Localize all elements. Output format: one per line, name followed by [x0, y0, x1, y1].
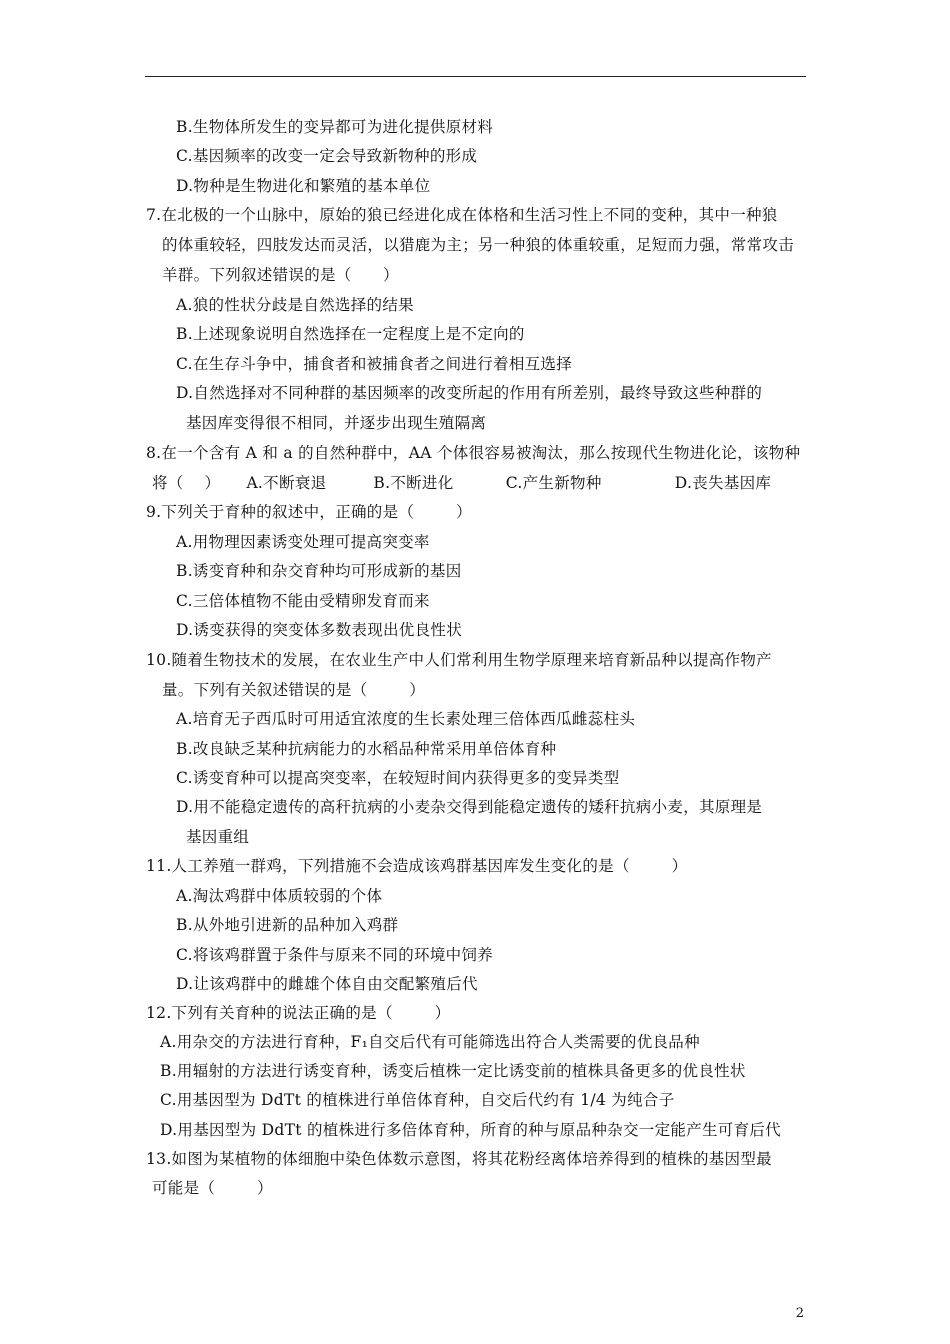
text-line: A.狼的性状分歧是自然选择的结果	[176, 296, 414, 314]
text-line: C.诱变育种可以提高突变率，在较短时间内获得更多的变异类型	[176, 769, 620, 787]
text-line: 量。下列有关叙述错误的是（ ）	[162, 681, 426, 699]
text-line: A.培育无子西瓜时可用适宜浓度的生长素处理三倍体西瓜雌蕊柱头	[176, 710, 636, 728]
text-line: D.物种是生物进化和繁殖的基本单位	[176, 177, 431, 195]
text-line: B.从外地引进新的品种加入鸡群	[176, 916, 399, 934]
text-line: A.淘汰鸡群中体质较弱的个体	[176, 887, 383, 905]
text-line: C.三倍体植物不能由受精卵发育而来	[176, 592, 430, 610]
text-line: 8.在一个含有 A 和 a 的自然种群中，AA 个体很容易被淘汰，那么按现代生物进化论，该物种	[146, 444, 801, 462]
text-line: D.让该鸡群中的雌雄个体自由交配繁殖后代	[176, 975, 478, 993]
text-line: 的体重较轻，四肢发达而灵活，以猎鹿为主；另一种狼的体重较重，足短而力强，常常攻击	[162, 236, 795, 254]
text-line: B.上述现象说明自然选择在一定程度上是不定向的	[176, 325, 525, 343]
text-line: D.用基因型为 DdTt 的植株进行多倍体育种，所育的种与原品种杂交一定能产生可育后代	[160, 1121, 781, 1139]
text-line: 10.随着生物技术的发展，在农业生产中人们常利用生物学原理来培育新品种以提高作物产	[146, 651, 772, 669]
text-line: C.在生存斗争中，捕食者和被捕食者之间进行着相互选择	[176, 355, 573, 373]
text-line: 12.下列有关育种的说法正确的是（ ）	[146, 1004, 451, 1022]
text-line: 基因重组	[186, 828, 250, 846]
text-line: 7.在北极的一个山脉中，原始的狼已经进化成在体格和生活习性上不同的变种，其中一种狼	[146, 206, 778, 224]
text-line: D.诱变获得的突变体多数表现出优良性状	[176, 621, 463, 639]
text-line: B.生物体所发生的变异都可为进化提供原材料	[176, 118, 494, 136]
text-line: 可能是（ ）	[152, 1179, 273, 1197]
text-line: 13.如图为某植物的体细胞中染色体数示意图，将其花粉经离体培养得到的植株的基因型最	[146, 1150, 772, 1168]
text-line: B.用辐射的方法进行诱变育种，诱变后植株一定比诱变前的植株具备更多的优良性状	[160, 1062, 746, 1080]
text-line: B.改良缺乏某种抗病能力的水稻品种常采用单倍体育种	[176, 740, 557, 758]
text-line: 9.下列关于育种的叙述中，正确的是（ ）	[146, 503, 472, 521]
text-line: 羊群。下列叙述错误的是（ ）	[162, 266, 399, 284]
text-line: A.用杂交的方法进行育种，F₁自交后代有可能筛选出符合人类需要的优良品种	[160, 1033, 700, 1051]
text-line: C.基因频率的改变一定会导致新物种的形成	[176, 147, 478, 165]
text-line: A.用物理因素诱变处理可提高突变率	[176, 533, 430, 551]
text-line: 基因库变得很不相同，并逐步出现生殖隔离	[186, 414, 487, 432]
text-line: C.将该鸡群置于条件与原来不同的环境中饲养	[176, 946, 494, 964]
text-line: 11.人工养殖一群鸡，下列措施不会造成该鸡群基因库发生变化的是（ ）	[146, 857, 688, 875]
text-line: D.自然选择对不同种群的基因频率的改变所起的作用有所差别，最终导致这些种群的	[176, 384, 763, 402]
text-line: B.诱变育种和杂交育种均可形成新的基因	[176, 562, 462, 580]
text-line: D.用不能稳定遗传的高秆抗病的小麦杂交得到能稳定遗传的矮秆抗病小麦，其原理是	[176, 798, 763, 816]
header-rule	[145, 76, 806, 77]
page-number: 2	[795, 1306, 804, 1321]
text-line: C.用基因型为 DdTt 的植株进行单倍体育种，自交后代约有 1/4 为纯合子	[160, 1091, 675, 1109]
text-line: 将（ ） A.不断衰退 B.不断进化 C.产生新物种 D.丧失基因库	[152, 474, 772, 492]
